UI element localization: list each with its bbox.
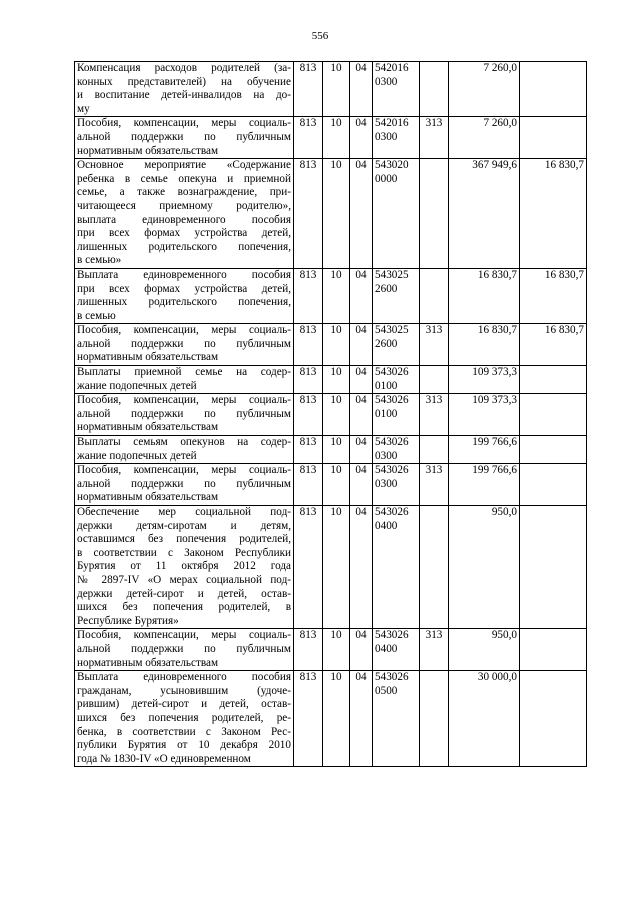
cell-sum-2 [520, 506, 587, 629]
cell-name-line: в соответствии с Законом Республики [77, 546, 291, 559]
cell-sum-2 [520, 671, 587, 767]
cell-rz: 10 [323, 394, 350, 436]
cell-ved: 813 [294, 324, 323, 366]
cell-name-line: Основное мероприятие «Содержание [77, 159, 291, 172]
cell-sum-2 [520, 464, 587, 506]
cell-name-line: года № 1830-IV «О единовременном [77, 752, 251, 765]
cell-name-line: альной поддержки по публичным [77, 130, 291, 143]
cell-name-line: Выплаты семьям опекунов на содер- [77, 436, 291, 449]
cell-pr: 04 [350, 366, 373, 394]
cell-rz: 10 [323, 159, 350, 269]
table-row [75, 117, 587, 159]
cell-sum-1: 199 766,6 [449, 436, 520, 464]
table-row [75, 62, 587, 117]
cell-sum-2 [520, 62, 587, 117]
cell-pr: 04 [350, 268, 373, 323]
cell-csr: 543025 2600 [373, 324, 420, 366]
cell-name-line: Обеспечение мер социальной под- [77, 506, 291, 518]
cell-sum-1: 7 260,0 [449, 62, 520, 117]
cell-name-line: Выплата единовременного пособия [77, 671, 291, 684]
cell-vr [420, 268, 449, 323]
table-row [75, 366, 587, 394]
cell-name-line: читающееся приемному родителю», [77, 199, 291, 212]
cell-pr: 04 [350, 671, 373, 767]
cell-name [75, 324, 294, 366]
cell-sum-2: 16 830,7 [520, 268, 587, 323]
cell-rz: 10 [323, 117, 350, 159]
cell-ved: 813 [294, 159, 323, 269]
cell-name-line: нормативным обязательствам [77, 421, 219, 434]
cell-ved: 813 [294, 671, 323, 767]
cell-sum-1: 16 830,7 [449, 268, 520, 323]
cell-rz: 10 [323, 268, 350, 323]
cell-sum-2 [520, 436, 587, 464]
cell-csr: 542016 0300 [373, 117, 420, 159]
cell-pr: 04 [350, 506, 373, 629]
cell-ved: 813 [294, 436, 323, 464]
cell-ved: 813 [294, 268, 323, 323]
cell-name-line: гражданам, усыновившим (удоче- [77, 684, 291, 697]
cell-name [75, 394, 294, 436]
cell-name [75, 464, 294, 506]
cell-name [75, 629, 294, 671]
table-row [75, 268, 587, 323]
cell-name-line: Республике Бурятия» [77, 614, 179, 627]
cell-ved: 813 [294, 506, 323, 629]
cell-name [75, 506, 294, 629]
cell-name [75, 671, 294, 767]
cell-rz: 10 [323, 464, 350, 506]
table-row [75, 324, 587, 366]
cell-ved: 813 [294, 464, 323, 506]
cell-name [75, 268, 294, 323]
table-row [75, 464, 587, 506]
cell-name-line: Пособия, компенсации, меры социаль- [77, 629, 291, 642]
cell-csr: 543026 0400 [373, 506, 420, 629]
cell-sum-1: 30 000,0 [449, 671, 520, 767]
cell-ved: 813 [294, 629, 323, 671]
cell-vr: 313 [420, 117, 449, 159]
cell-csr: 542016 0300 [373, 62, 420, 117]
cell-name-line: Выплата единовременного пособия [77, 268, 291, 281]
cell-csr: 543026 0100 [373, 366, 420, 394]
cell-csr: 543026 0500 [373, 671, 420, 767]
cell-name-line: жание подопечных детей [77, 379, 197, 392]
cell-name-line: Пособия, компенсации, меры социаль- [77, 324, 291, 337]
cell-name-line: № 2897-IV «О мерах социальной под- [77, 573, 291, 586]
cell-rz: 10 [323, 436, 350, 464]
cell-name-line: выплата единовременного пособия [77, 213, 291, 226]
cell-csr: 543026 0100 [373, 394, 420, 436]
cell-name-line: Пособия, компенсации, меры социаль- [77, 394, 291, 407]
cell-sum-2: 16 830,7 [520, 159, 587, 269]
cell-vr: 313 [420, 629, 449, 671]
cell-name-line: лишенных родительского попечения, [77, 296, 291, 309]
cell-name-line: альной поддержки по публичным [77, 407, 291, 420]
cell-name-line: в семью [77, 309, 116, 322]
cell-name-line: Пособия, компенсации, меры социаль- [77, 117, 291, 130]
cell-pr: 04 [350, 159, 373, 269]
cell-vr: 313 [420, 394, 449, 436]
cell-sum-1: 367 949,6 [449, 159, 520, 269]
cell-name-line: Бурятия от 11 октября 2012 года [77, 560, 291, 573]
cell-name-line: му [77, 102, 90, 115]
cell-sum-1: 7 260,0 [449, 117, 520, 159]
cell-rz: 10 [323, 629, 350, 671]
cell-pr: 04 [350, 117, 373, 159]
cell-name [75, 159, 294, 269]
cell-csr: 543026 0300 [373, 436, 420, 464]
budget-table [74, 61, 587, 767]
cell-pr: 04 [350, 436, 373, 464]
cell-rz: 10 [323, 506, 350, 629]
cell-ved: 813 [294, 366, 323, 394]
cell-vr [420, 506, 449, 629]
cell-name-line: нормативным обязательствам [77, 491, 219, 504]
cell-name-line: нормативным обязательствам [77, 144, 219, 157]
cell-sum-1: 950,0 [449, 506, 520, 629]
cell-pr: 04 [350, 629, 373, 671]
cell-vr [420, 436, 449, 464]
cell-name-line: держки детям-сиротам и детям, [77, 519, 291, 532]
cell-name-line: бенка, в соответствии с Законом Рес- [77, 725, 291, 738]
cell-name [75, 117, 294, 159]
cell-name-line: ребенка в семье опекуна и приемной [77, 172, 291, 185]
cell-name-line: Компенсация расходов родителей (за- [77, 62, 291, 74]
cell-pr: 04 [350, 394, 373, 436]
cell-vr [420, 62, 449, 117]
cell-name-line: при всех формах устройства детей, [77, 227, 291, 240]
cell-vr [420, 159, 449, 269]
cell-name-line: альной поддержки по публичным [77, 642, 291, 655]
cell-name-line: и воспитание детей-инвалидов на до- [77, 89, 291, 102]
cell-vr [420, 366, 449, 394]
cell-name-line: при всех формах устройства детей, [77, 282, 291, 295]
cell-pr: 04 [350, 62, 373, 117]
cell-sum-1: 16 830,7 [449, 324, 520, 366]
cell-name-line: Выплаты приемной семье на содер- [77, 366, 291, 379]
cell-name-line: держки детей-сирот и детей, остав- [77, 587, 291, 600]
cell-name-line: семье, а также вознаграждение, при- [77, 186, 291, 199]
cell-csr: 543025 2600 [373, 268, 420, 323]
cell-sum-1: 199 766,6 [449, 464, 520, 506]
cell-pr: 04 [350, 464, 373, 506]
table-row [75, 629, 587, 671]
cell-name-line: шихся без попечения родителей, ре- [77, 711, 291, 724]
cell-name-line: нормативным обязательствам [77, 656, 219, 669]
cell-rz: 10 [323, 366, 350, 394]
cell-rz: 10 [323, 324, 350, 366]
cell-ved: 813 [294, 394, 323, 436]
cell-name-line: оставшимся без попечения родителей, [77, 533, 291, 546]
cell-name-line: Пособия, компенсации, меры социаль- [77, 464, 291, 477]
table-row [75, 394, 587, 436]
cell-sum-1: 109 373,3 [449, 394, 520, 436]
cell-sum-1: 950,0 [449, 629, 520, 671]
cell-vr: 313 [420, 464, 449, 506]
cell-rz: 10 [323, 62, 350, 117]
table-row [75, 159, 587, 269]
cell-pr: 04 [350, 324, 373, 366]
table-row [75, 671, 587, 767]
cell-sum-2 [520, 117, 587, 159]
cell-name [75, 62, 294, 117]
cell-vr [420, 671, 449, 767]
cell-sum-1: 109 373,3 [449, 366, 520, 394]
table-row [75, 506, 587, 629]
cell-name-line: нормативным обязательствам [77, 351, 219, 364]
page-number: 556 [311, 30, 329, 42]
cell-name-line: конных представителей) на обучение [77, 75, 291, 88]
cell-name-line: рившим) детей-сирот и детей, остав- [77, 698, 291, 711]
cell-rz: 10 [323, 671, 350, 767]
cell-name-line: лишенных родительского попечения, [77, 240, 291, 253]
cell-name-line: в семью» [77, 254, 122, 267]
table-row [75, 436, 587, 464]
cell-name-line: жание подопечных детей [77, 449, 197, 462]
cell-csr: 543026 0400 [373, 629, 420, 671]
cell-vr: 313 [420, 324, 449, 366]
cell-name-line: шихся без попечения родителей, в [77, 601, 291, 614]
cell-name [75, 436, 294, 464]
cell-sum-2 [520, 629, 587, 671]
cell-name-line: альной поддержки по публичным [77, 337, 291, 350]
cell-name-line: публики Бурятия от 10 декабря 2010 [77, 739, 291, 752]
cell-ved: 813 [294, 117, 323, 159]
cell-sum-2: 16 830,7 [520, 324, 587, 366]
cell-sum-2 [520, 394, 587, 436]
cell-ved: 813 [294, 62, 323, 117]
cell-name-line: альной поддержки по публичным [77, 477, 291, 490]
cell-csr: 543026 0300 [373, 464, 420, 506]
cell-sum-2 [520, 366, 587, 394]
cell-name [75, 366, 294, 394]
budget-table-body [75, 62, 587, 767]
cell-csr: 543020 0000 [373, 159, 420, 269]
